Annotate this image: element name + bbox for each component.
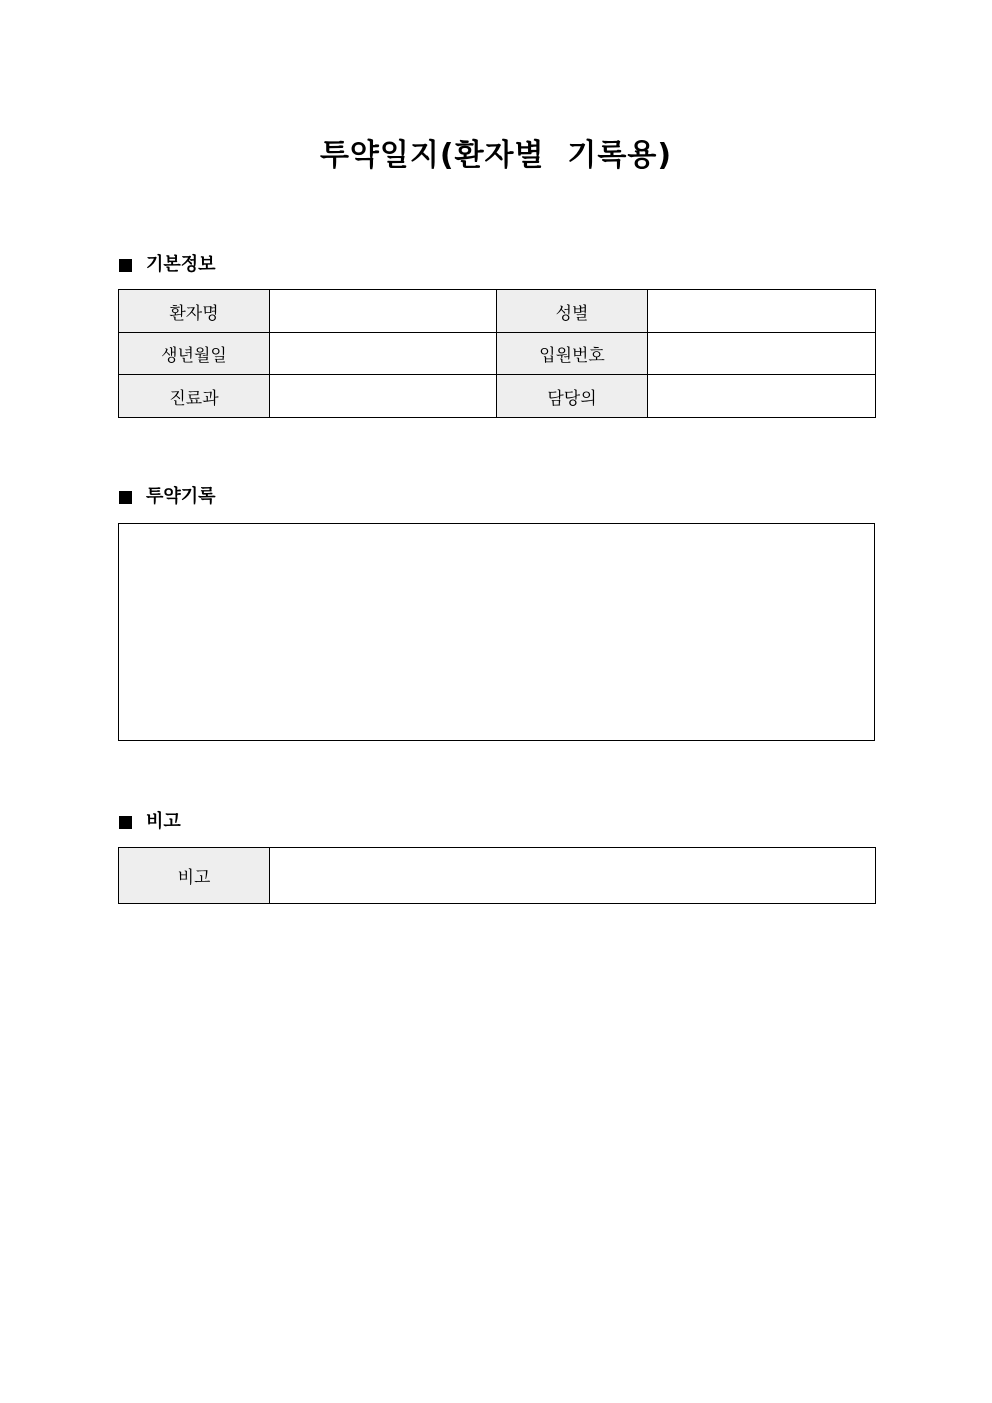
section-heading-label: 기본정보 [146,254,216,275]
section-heading-medication-record [119,485,216,509]
section-heading-remarks [119,810,181,834]
attending-physician-label: 담당의 [497,375,648,418]
gender-label: 성별 [497,290,648,333]
square-bullet-icon [119,491,132,504]
table-row [119,290,876,333]
table-row [119,375,876,418]
gender-field[interactable] [648,290,876,333]
section-heading-basic-info [119,253,216,277]
table-row [119,848,876,904]
remarks-table [118,847,876,904]
remarks-field[interactable] [270,848,876,904]
birth-date-field[interactable] [270,333,497,375]
admission-number-field[interactable] [648,333,876,375]
attending-physician-field[interactable] [648,375,876,418]
section-heading-label: 비고 [146,811,181,832]
square-bullet-icon [119,816,132,829]
department-label: 진료과 [119,375,270,418]
table-row [119,333,876,375]
section-heading-label: 투약기록 [146,486,216,507]
basic-info-table [118,289,876,418]
patient-name-label: 환자명 [119,290,270,333]
patient-name-field[interactable] [270,290,497,333]
document-title: 투약일지(환자별 기록용) [319,138,673,173]
medication-record-box[interactable] [118,523,875,741]
remarks-label: 비고 [119,848,270,904]
square-bullet-icon [119,259,132,272]
birth-date-label: 생년월일 [119,333,270,375]
admission-number-label: 입원번호 [497,333,648,375]
department-field[interactable] [270,375,497,418]
